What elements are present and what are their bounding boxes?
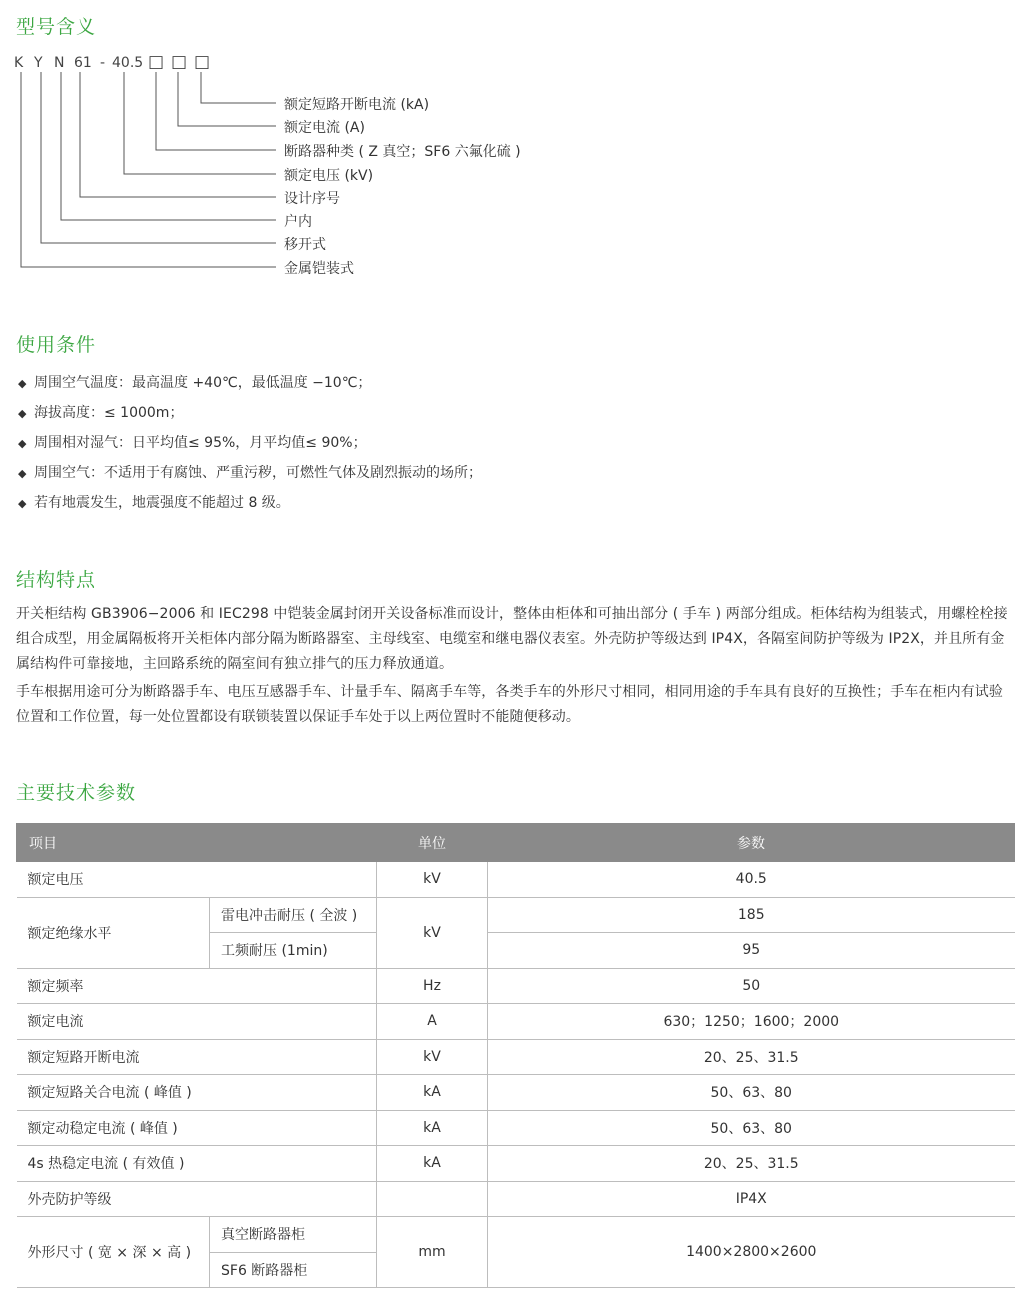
row-value: 1400×2800×2600 bbox=[488, 1217, 1015, 1288]
model-code-k: K bbox=[14, 55, 24, 71]
condition-text: 若有地震发生，地震强度不能超过 8 级。 bbox=[34, 495, 290, 511]
row-item: 额定频率 bbox=[17, 968, 377, 1004]
model-code-box-3: □ bbox=[194, 52, 211, 72]
row-item: 额定电压 bbox=[17, 862, 377, 898]
diamond-bullet-icon: ◆ bbox=[18, 437, 27, 450]
row-unit: mm bbox=[377, 1217, 488, 1288]
condition-text: 周围相对湿气：日平均值≤ 95%，月平均值≤ 90%； bbox=[34, 435, 367, 451]
row-value: 50、63、80 bbox=[488, 1075, 1015, 1111]
row-subitem: 雷电冲击耐压 ( 全波 ) bbox=[210, 897, 377, 933]
legend-rated-current: 额定电流 (A) bbox=[284, 120, 365, 136]
row-item: 额定短路开断电流 bbox=[17, 1039, 377, 1075]
row-value: IP4X bbox=[488, 1181, 1015, 1217]
row-value: 185 bbox=[488, 897, 1015, 933]
legend-withdrawable: 移开式 bbox=[284, 237, 326, 253]
model-code-box-2: □ bbox=[171, 52, 188, 72]
diamond-bullet-icon: ◆ bbox=[18, 497, 27, 510]
tech-params-title: 主要技术参数 bbox=[16, 782, 137, 804]
model-code-dash: - bbox=[100, 55, 106, 71]
condition-item bbox=[18, 372, 371, 392]
row-item: 额定短路关合电流 ( 峰值 ) bbox=[17, 1075, 377, 1111]
diamond-bullet-icon: ◆ bbox=[18, 407, 27, 420]
conditions-title: 使用条件 bbox=[16, 334, 97, 356]
structure-title: 结构特点 bbox=[16, 569, 97, 591]
table-row bbox=[17, 968, 1015, 1004]
condition-item bbox=[18, 432, 367, 452]
row-value: 50、63、80 bbox=[488, 1110, 1015, 1146]
legend-indoor: 户内 bbox=[284, 214, 312, 230]
model-code-voltage: 40.5 bbox=[112, 55, 144, 71]
row-unit bbox=[377, 1181, 488, 1217]
row-value: 95 bbox=[488, 933, 1015, 969]
row-unit: kV bbox=[377, 1039, 488, 1075]
condition-text: 周围空气温度：最高温度 +40℃，最低温度 −10℃； bbox=[34, 375, 372, 391]
model-code-61: 61 bbox=[74, 55, 92, 71]
model-code-box-1: □ bbox=[148, 52, 165, 72]
table-row bbox=[17, 1217, 1015, 1253]
table-row bbox=[17, 862, 1015, 898]
row-value: 20、25、31.5 bbox=[488, 1146, 1015, 1182]
table-row bbox=[17, 1110, 1015, 1146]
row-subitem: 真空断路器柜 bbox=[210, 1217, 377, 1253]
condition-item bbox=[18, 402, 183, 422]
row-item: 额定电流 bbox=[17, 1004, 377, 1040]
row-item: 额定绝缘水平 bbox=[17, 897, 210, 968]
row-unit: kA bbox=[377, 1075, 488, 1111]
row-unit: Hz bbox=[377, 968, 488, 1004]
legend-breaker-type: 断路器种类 ( Z 真空；SF6 六氟化硫 ) bbox=[284, 144, 521, 160]
legend-metal-armored: 金属铠装式 bbox=[284, 261, 354, 277]
row-value: 20、25、31.5 bbox=[488, 1039, 1015, 1075]
row-unit: kA bbox=[377, 1110, 488, 1146]
table-row bbox=[17, 1146, 1015, 1182]
model-code-y: Y bbox=[34, 55, 43, 71]
legend-rated-voltage: 额定电压 (kV) bbox=[284, 168, 374, 184]
row-value: 630；1250；1600；2000 bbox=[488, 1004, 1015, 1040]
structure-paragraph-2: 手车根据用途可分为断路器手车、电压互感器手车、计量手车、隔离手车等，各类手车的外形尺寸相同，相同用途的手车具有良好的互换性；手车在柜内有试验位置和工作位置，每一处位置都设有联锁装置以保证手车处于以上两位置时不能随便移动。 bbox=[16, 684, 1003, 725]
row-value: 50 bbox=[488, 968, 1015, 1004]
model-code-n: N bbox=[54, 55, 65, 71]
header-unit: 单位 bbox=[377, 824, 488, 862]
header-item: 项目 bbox=[17, 824, 377, 862]
row-item: 4s 热稳定电流 ( 有效值 ) bbox=[17, 1146, 377, 1182]
diamond-bullet-icon: ◆ bbox=[18, 377, 27, 390]
legend-design-number: 设计序号 bbox=[284, 191, 340, 207]
condition-text: 周围空气：不适用于有腐蚀、严重污秽，可燃性气体及剧烈振动的场所； bbox=[34, 465, 482, 481]
row-unit: kV bbox=[377, 897, 488, 968]
header-value: 参数 bbox=[488, 824, 1015, 862]
diamond-bullet-icon: ◆ bbox=[18, 467, 27, 480]
condition-item bbox=[18, 492, 290, 512]
model-meaning-title: 型号含义 bbox=[16, 16, 97, 38]
row-unit: kA bbox=[377, 1146, 488, 1182]
table-row bbox=[17, 1039, 1015, 1075]
condition-text: 海拔高度：≤ 1000m； bbox=[34, 405, 184, 421]
row-unit: kV bbox=[377, 862, 488, 898]
legend-breaking-current: 额定短路开断电流 (kA) bbox=[284, 97, 430, 113]
tech-params-table bbox=[16, 823, 1015, 1288]
row-value: 40.5 bbox=[488, 862, 1015, 898]
structure-paragraph-1: 开关柜结构 GB3906−2006 和 IEC298 中铠装金属封闭开关设备标准而设计，整体由柜体和可抽出部分 ( 手车 ) 两部分组成。柜体结构为组装式，用螺栓栓接组合成型，用金属隔板将开关柜体内部分隔为断路器室、主母线室、电缆室和继电器仪表室。外壳防护等级达到 IP4X，各隔室间防护等级为 IP2X，并且所有金属结构件可靠接地，主回路系统的隔室间有独立排气的压力释放通道。 bbox=[16, 606, 1008, 672]
table-row bbox=[17, 1075, 1015, 1111]
row-item: 外壳防护等级 bbox=[17, 1181, 377, 1217]
table-row bbox=[17, 1181, 1015, 1217]
row-item: 外形尺寸 ( 宽 × 深 × 高 ) bbox=[17, 1217, 210, 1288]
row-subitem: 工频耐压 (1min) bbox=[210, 933, 377, 969]
model-code-connector-lines bbox=[0, 0, 300, 280]
table-row bbox=[17, 897, 1015, 933]
row-unit: A bbox=[377, 1004, 488, 1040]
table-row bbox=[17, 1004, 1015, 1040]
condition-item bbox=[18, 462, 482, 482]
row-subitem: SF6 断路器柜 bbox=[210, 1252, 377, 1288]
row-item: 额定动稳定电流 ( 峰值 ) bbox=[17, 1110, 377, 1146]
table-header-row bbox=[17, 824, 1015, 862]
